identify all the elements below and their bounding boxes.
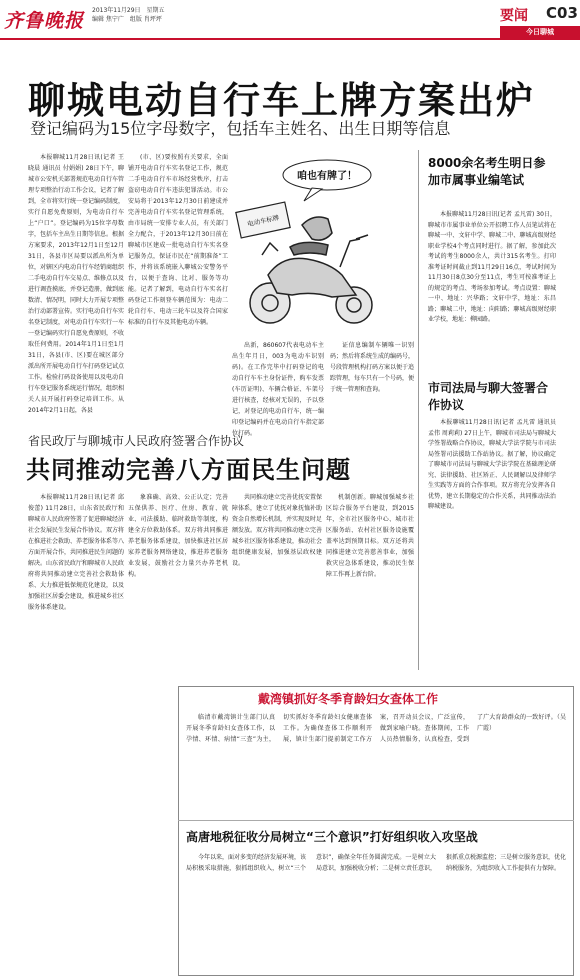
newspaper-logo: 齐鲁晚报 [4,10,85,32]
scooter [250,217,372,323]
plate-label: 电动车标牌 [246,213,280,229]
lead-column-2: (市、区)要按照有关要求，全面铺开电动自行车实名登记工作，规范二手电动自行车市场经营秩序，打击盗窃电动自行车违法犯罪活动。市公安局将于2013年12月30日前建成并完善电动自行车实名登记管理系统，由市局统一安排专业人员，有关部门全力配合，于2013年12月30日前在聊城市区建成一批电动自行车实名登记服务点，保证市民在“前期准备”工作，并将该系统嵌入聊城公安警务平台，以便于查询、比对、服务等功能。记者了解到，电动自行车实名打码登记工作刻登车辆范围为：电动二轮自行车、电动三轮车以及符合国家标准的自行车及其他电动车辆。 [128,154,228,326]
speech-bubble [283,160,371,201]
story-b-kicker: 省民政厅与聊城市人民政府签署合作协议 [28,434,245,448]
lead-column-4: 证信息编制车辆唯一识别码；然后将系统生成的编码号，号段管理机构打码方案以便于追踪管理，每车只有一个号码，便于统一管理和查询。 [330,342,415,393]
story-b-column-3: 共同推动建立完善优抚安置保障体系，建立了优抚对象抚恤补助资金自然增长机制，并实现及时足额发放。双方将共同推动建立完善城乡社区服务体系建设，推动社会组织健康发展，加强基层政权建设。 [232,494,323,567]
section-subtitle: 今日聊城 [500,26,580,38]
issue-date: 2013年11月29日 星期五 [92,7,165,14]
box-b-body: 今年以来，面对多变的经济发展环境，该局积极采取措施，狠抓组织收入，树立“三个意识”，确保全年任务圆满完成。一是树立大局意识，加强税收分析；二是树立责任意识，狠抓重点税源监控；三是树立服务意识，优化纳税服务，为组织收入工作提供有力保障。 [186,854,567,872]
box-divider [178,820,574,821]
sidebar-body-justice: 本报聊城11月28日讯(记者 孟凡雷 通讯员 孟伟 周莉莉) 27日上午，聊城市司法局与聊城大学签署战略合作协议，聊城大学法学院与市司法局签署司法援助工作站协议。据了解，协议确定了聊城市司法局与聊城大学法学院在基础理论研究、法律援助、社区矫正、人民调解以及律师学生实践等方面的合作事项。双方将充分发挥各自优势，建立长期稳定的合作关系，共同推动法治聊城建设。 [428,419,556,510]
story-b-column-2: 象准确、高效、公正认定；完善五保供养、医疗、住房、教育、就业、司法援助、临时救助等制度，构建全方位救助体系。双方将共同推进养老服务体系建设，加快推进社区居家养老服务网络建设，推进养老服务业发展，鼓励社会力量兴办养老机构。 [128,494,228,578]
lead-headline: 聊城电动自行车上牌方案出炉 [28,79,535,122]
column-divider [418,150,419,670]
issue-meta [92,6,165,24]
masthead [0,0,580,40]
box-a-headline: 戴湾镇抓好冬季育龄妇女查体工作 [258,692,439,706]
box-b-headline: 高唐地税征收分局树立“三个意识”打好组织收入攻坚战 [186,830,478,844]
e-bike-illustration [232,155,382,335]
section-name: 要闻 [500,8,528,24]
lead-subhead: 登记编码为15位字母数字，包括车主姓名、出生日期等信息 [30,119,451,138]
editor-credit: 编辑 焦宁广 组版 肖坪坪 [92,16,162,23]
license-plate [236,202,290,238]
box-a-body: 临清市戴湾镇计生部门认真开展冬季育龄妇女查体工作，以孕情、环情、病情“三查”为主，切实抓好冬季育龄妇女健康查体工作。为确保查体工作顺利开展，镇计生部门提前制定工作方案，召开动员会议，广泛宣传，做到家喻户晓。查体期间，工作人员热情服务，认真检查，受到了广大育龄群众的一致好评。（吴广霞） [186,714,566,743]
lead-column-3: 出新，860607代表电动车主出生年月日，003为电动车识别码)。在工作完毕中打码登记的电动自行车车主身份证件，购车发票(车历证明)、车辆合格证、车架号进行核查，经核对无误的，予以登记，对登记的电动自行车，统一编印登记编码并在电动自行车指定部位打码。 [232,342,324,437]
page-number: C03 [546,4,578,22]
bubble-text: 咱也有牌了！ [297,171,357,182]
lead-column-1: 本报聊城11月28日讯(记者 王晓晨 通讯员 付娟娟) 28日下午，聊城市公安机关部署规范电动自行车管理专项整治行动工作会议，记者了解到，全市将实行统一登记编码制度，实行自愿免费原则，为电动自行车上“户口”。登记编码为15位字母数字，包括车主出生日期等信息。根据方案要求，2013年12月1日至12月31日，各县市区局要以派出所为单位，对辖区内电动自行车经销商组织二手电动自行车交易点、维修点以及进行调查摸底，并登记造册，做到底数清、情况明，同时大力开展专项整治行动部署宣传。实行电动自行车实名登记制度，对电动自行车实行一车一登记编码实行自愿免费原则，不收取任何费用。2014年1月1日至1月31日，各县(市、区)要在城区部分派出所开展电动自行车打码登记试点工作。检验打码设备使用以及电动自行车登记服务系统运行情况，组织相关人员开展打码登记培训工作。从2014年2月1日起，各县 [28,154,125,414]
sidebar-body-exam: 本报聊城11月28日讯(记者 孟凡雷) 30日，聊城市市属事业单位公开招聘工作人员笔试将在聊城一中、文轩中学、聊城二中、聊城高级财经职业学校4个考点同时进行。据了解，参加此次考试的考生8000余人，共计315名考生。打印准考证时间截止到11月29日16点，考试时间为11月30日8点30分至11点，考生可按准考证上的规定的考点、考场参加考试。考点设置：聊城一中、地址：兴华路；文轩中学，地址：东昌路；聊城二中，地址：向阳路；聊城高级财经职业学校，地址：柳园路。 [428,211,556,323]
story-b-headline: 共同推动完善八方面民生问题 [26,456,351,484]
sidebar-headline-justice: 市司法局与聊大签署合作协议 [428,381,549,412]
story-b-column-4: 机制创新。聊城加强城乡社区综合服务平台建设，到2015年，全市社区服务中心、城市社区服务站、农村社区服务设施覆盖率达到预期目标。双方还将共同推进建立完善慈善事业，加强救灾应急体系建设，推动民生保障工作再上新台阶。 [326,494,414,578]
sidebar-headline-exam: 8000余名考生明日参加市属事业编笔试 [428,156,546,187]
story-b-column-1: 本报聊城11月28日讯(记者 邱俊蕾) 11月28日，山东省民政厅和聊城市人民政府签署了促进聊城经济社会发展民生发展合作协议。双方将在推进社会救助、养老服务体系等八方面开展合作，共同推进民生问题的解决。山东省民政厅和聊城市人民政府将共同推动建立完善社会救助体系、大力推进低保规范化建设，以及加强社区居委会建设，推进城乡社区服务体系建设。 [28,494,125,611]
